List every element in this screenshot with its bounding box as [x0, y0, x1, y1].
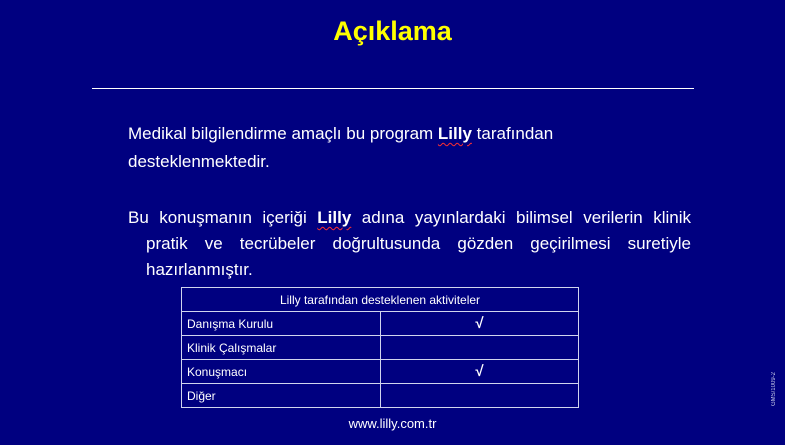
check-mark: √: [381, 312, 579, 336]
row-label: Konuşmacı: [182, 360, 381, 384]
sponsorship-text-before: Medikal bilgilendirme amaçlı bu program: [128, 124, 438, 143]
row-label: Diğer: [182, 384, 381, 408]
sponsorship-statement: [128, 120, 688, 176]
content-text-after: adına yayınlardaki bilimsel verilerin klinik pratik ve tecrübeler doğrultusunda gözden geçirilmesi suretiyle hazırlanmıştır.: [146, 208, 691, 279]
brand-name: Lilly: [437, 124, 472, 143]
table-header: Lilly tarafından desteklenen aktiviteler: [182, 288, 579, 312]
table-header-row: [182, 288, 579, 312]
row-label: Klinik Çalışmalar: [182, 336, 381, 360]
table-row: [182, 360, 579, 384]
brand-name: Lilly: [317, 208, 352, 227]
title-divider: [92, 88, 694, 89]
check-mark: [381, 336, 579, 360]
table-row: [182, 384, 579, 408]
content-text-before: Bu konuşmanın içeriği: [128, 208, 318, 227]
document-code: GMS/1009-2: [771, 372, 777, 407]
sponsorship-text-after: tarafından desteklenmektedir.: [128, 124, 554, 171]
check-mark: √: [381, 360, 579, 384]
check-mark: [381, 384, 579, 408]
slide-title: Açıklama: [333, 16, 452, 46]
table-row: [182, 312, 579, 336]
table-row: [182, 336, 579, 360]
activities-table: [181, 287, 579, 408]
row-label: Danışma Kurulu: [182, 312, 381, 336]
content-statement: [128, 205, 691, 283]
footer-url: www.lilly.com.tr: [348, 416, 437, 431]
